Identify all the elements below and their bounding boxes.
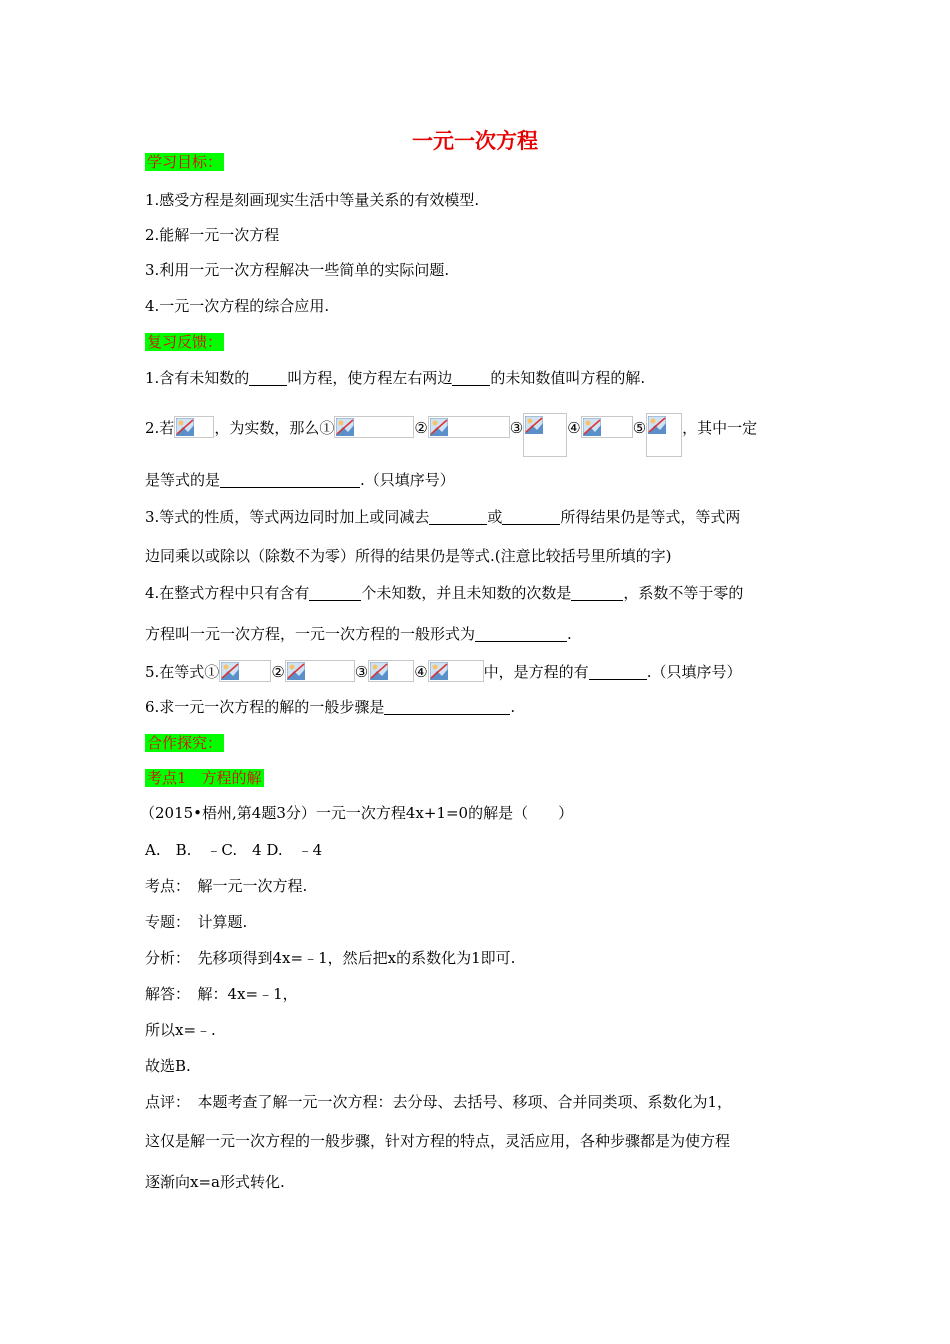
text: ② xyxy=(271,663,285,681)
text: 2.若 xyxy=(145,419,175,437)
review-q1 xyxy=(145,368,645,388)
example-kaodian: 考点： 解一元一次方程. xyxy=(145,877,308,895)
text: ④ xyxy=(414,663,428,681)
text: .（只填序号） xyxy=(360,471,455,489)
formula-image xyxy=(428,416,510,438)
text: ③ xyxy=(509,419,524,437)
answer-blank xyxy=(309,584,361,601)
goal-4: 4.一元一次方程的综合应用. xyxy=(145,297,330,315)
goal-2: 2.能解一元一次方程 xyxy=(145,226,280,244)
example-jieda: 解答： 解：4x=﹣1， xyxy=(145,985,298,1003)
text: 的未知数值叫方程的解. xyxy=(490,369,646,387)
review-q2-line1 xyxy=(145,413,757,457)
text: . xyxy=(510,698,516,716)
answer-blank xyxy=(571,584,623,601)
section-point1 xyxy=(145,768,264,788)
broken-image-icon xyxy=(430,418,448,436)
broken-image-icon xyxy=(287,662,305,680)
text: 或 xyxy=(487,508,503,526)
formula-image xyxy=(368,660,414,682)
text: 中，是方程的有 xyxy=(483,663,589,681)
text: 5.在等式① xyxy=(145,663,220,681)
answer-blank xyxy=(220,471,360,488)
text: ，系数不等于零的 xyxy=(623,584,744,602)
section-goals xyxy=(145,152,224,172)
answer-blank xyxy=(475,625,567,642)
text: 3.等式的性质，等式两边同时加上或同减去 xyxy=(145,508,430,526)
review-q5 xyxy=(145,660,741,682)
example-zhuanti: 专题： 计算题. xyxy=(145,913,248,931)
section-point1-label: 考点1 方程的解 xyxy=(147,769,262,787)
review-q3-line1 xyxy=(145,507,740,527)
text: . xyxy=(567,625,572,643)
section-review-label: 复习反馈： xyxy=(147,333,223,351)
section-explore xyxy=(145,733,224,753)
goal-1: 1.感受方程是刻画现实生活中等量关系的有效模型. xyxy=(145,191,480,209)
broken-image-icon xyxy=(583,418,601,436)
formula-image xyxy=(285,660,355,682)
example-dianping-1: 点评： 本题考查了解一元一次方程：去分母、去括号、移项、合并同类项、系数化为1， xyxy=(145,1093,733,1111)
answer-blank xyxy=(429,508,487,525)
formula-image xyxy=(428,660,484,682)
broken-image-icon xyxy=(430,662,448,680)
formula-image xyxy=(219,660,271,682)
review-q6 xyxy=(145,697,515,717)
review-q4-line2 xyxy=(145,624,572,644)
review-q3-line2: 边同乘以或除以（除数不为零）所得的结果仍是等式.(注意比较括号里所填的字) xyxy=(145,547,672,565)
answer-blank xyxy=(384,698,510,715)
answer-blank xyxy=(249,369,287,386)
example-suoyi: 所以x=﹣. xyxy=(145,1021,216,1039)
example-options: A. B. ﹣C. 4 D. ﹣4 xyxy=(145,841,323,859)
text: 4.在整式方程中只有含有 xyxy=(145,584,310,602)
answer-blank xyxy=(589,663,647,680)
text: 1.含有未知数的 xyxy=(145,369,250,387)
broken-image-icon xyxy=(525,416,543,434)
text: 6.求一元一次方程的解的一般步骤是 xyxy=(145,698,385,716)
example-fenxi: 分析： 先移项得到4x=﹣1，然后把x的系数化为1即可. xyxy=(145,949,516,967)
section-explore-label: 合作探究： xyxy=(147,734,223,752)
formula-image xyxy=(174,416,214,438)
broken-image-icon xyxy=(336,418,354,436)
text: ④ xyxy=(567,419,581,437)
formula-image xyxy=(334,416,414,438)
example-question: （2015•梧州,第4题3分）一元一次方程4x+1=0的解是（ ） xyxy=(140,804,574,822)
text: 是等式的是 xyxy=(145,471,221,489)
example-guxuan: 故选B. xyxy=(145,1057,191,1075)
review-q2-line2 xyxy=(145,470,455,490)
example-dianping-3: 逐渐向x=a形式转化. xyxy=(145,1173,285,1191)
text: ③ xyxy=(354,663,369,681)
text: 叫方程，使方程左右两边 xyxy=(287,369,453,387)
goal-3: 3.利用一元一次方程解决一些简单的实际问题. xyxy=(145,261,450,279)
page-title: 一元一次方程 xyxy=(412,129,538,153)
formula-image xyxy=(523,413,567,457)
answer-blank xyxy=(452,369,490,386)
text: 所得结果仍是等式，等式两 xyxy=(560,508,741,526)
broken-image-icon xyxy=(370,662,388,680)
text: ② xyxy=(414,419,428,437)
answer-blank xyxy=(502,508,560,525)
review-q4-line1 xyxy=(145,583,743,603)
text: ，其中一定 xyxy=(682,419,758,437)
text: 方程叫一元一次方程，一元一次方程的一般形式为 xyxy=(145,625,476,643)
section-goals-label: 学习目标： xyxy=(147,153,223,171)
text: 个未知数，并且未知数的次数是 xyxy=(361,584,572,602)
text: ⑤ xyxy=(632,419,647,437)
broken-image-icon xyxy=(648,416,666,434)
section-review xyxy=(145,332,224,352)
formula-image xyxy=(581,416,633,438)
text: .（只填序号） xyxy=(646,663,742,681)
formula-image xyxy=(646,413,682,457)
broken-image-icon xyxy=(221,662,239,680)
broken-image-icon xyxy=(176,418,194,436)
text: ，为实数，那么① xyxy=(214,419,335,437)
example-dianping-2: 这仅是解一元一次方程的一般步骤，针对方程的特点，灵活应用，各种步骤都是为使方程 xyxy=(145,1132,731,1150)
